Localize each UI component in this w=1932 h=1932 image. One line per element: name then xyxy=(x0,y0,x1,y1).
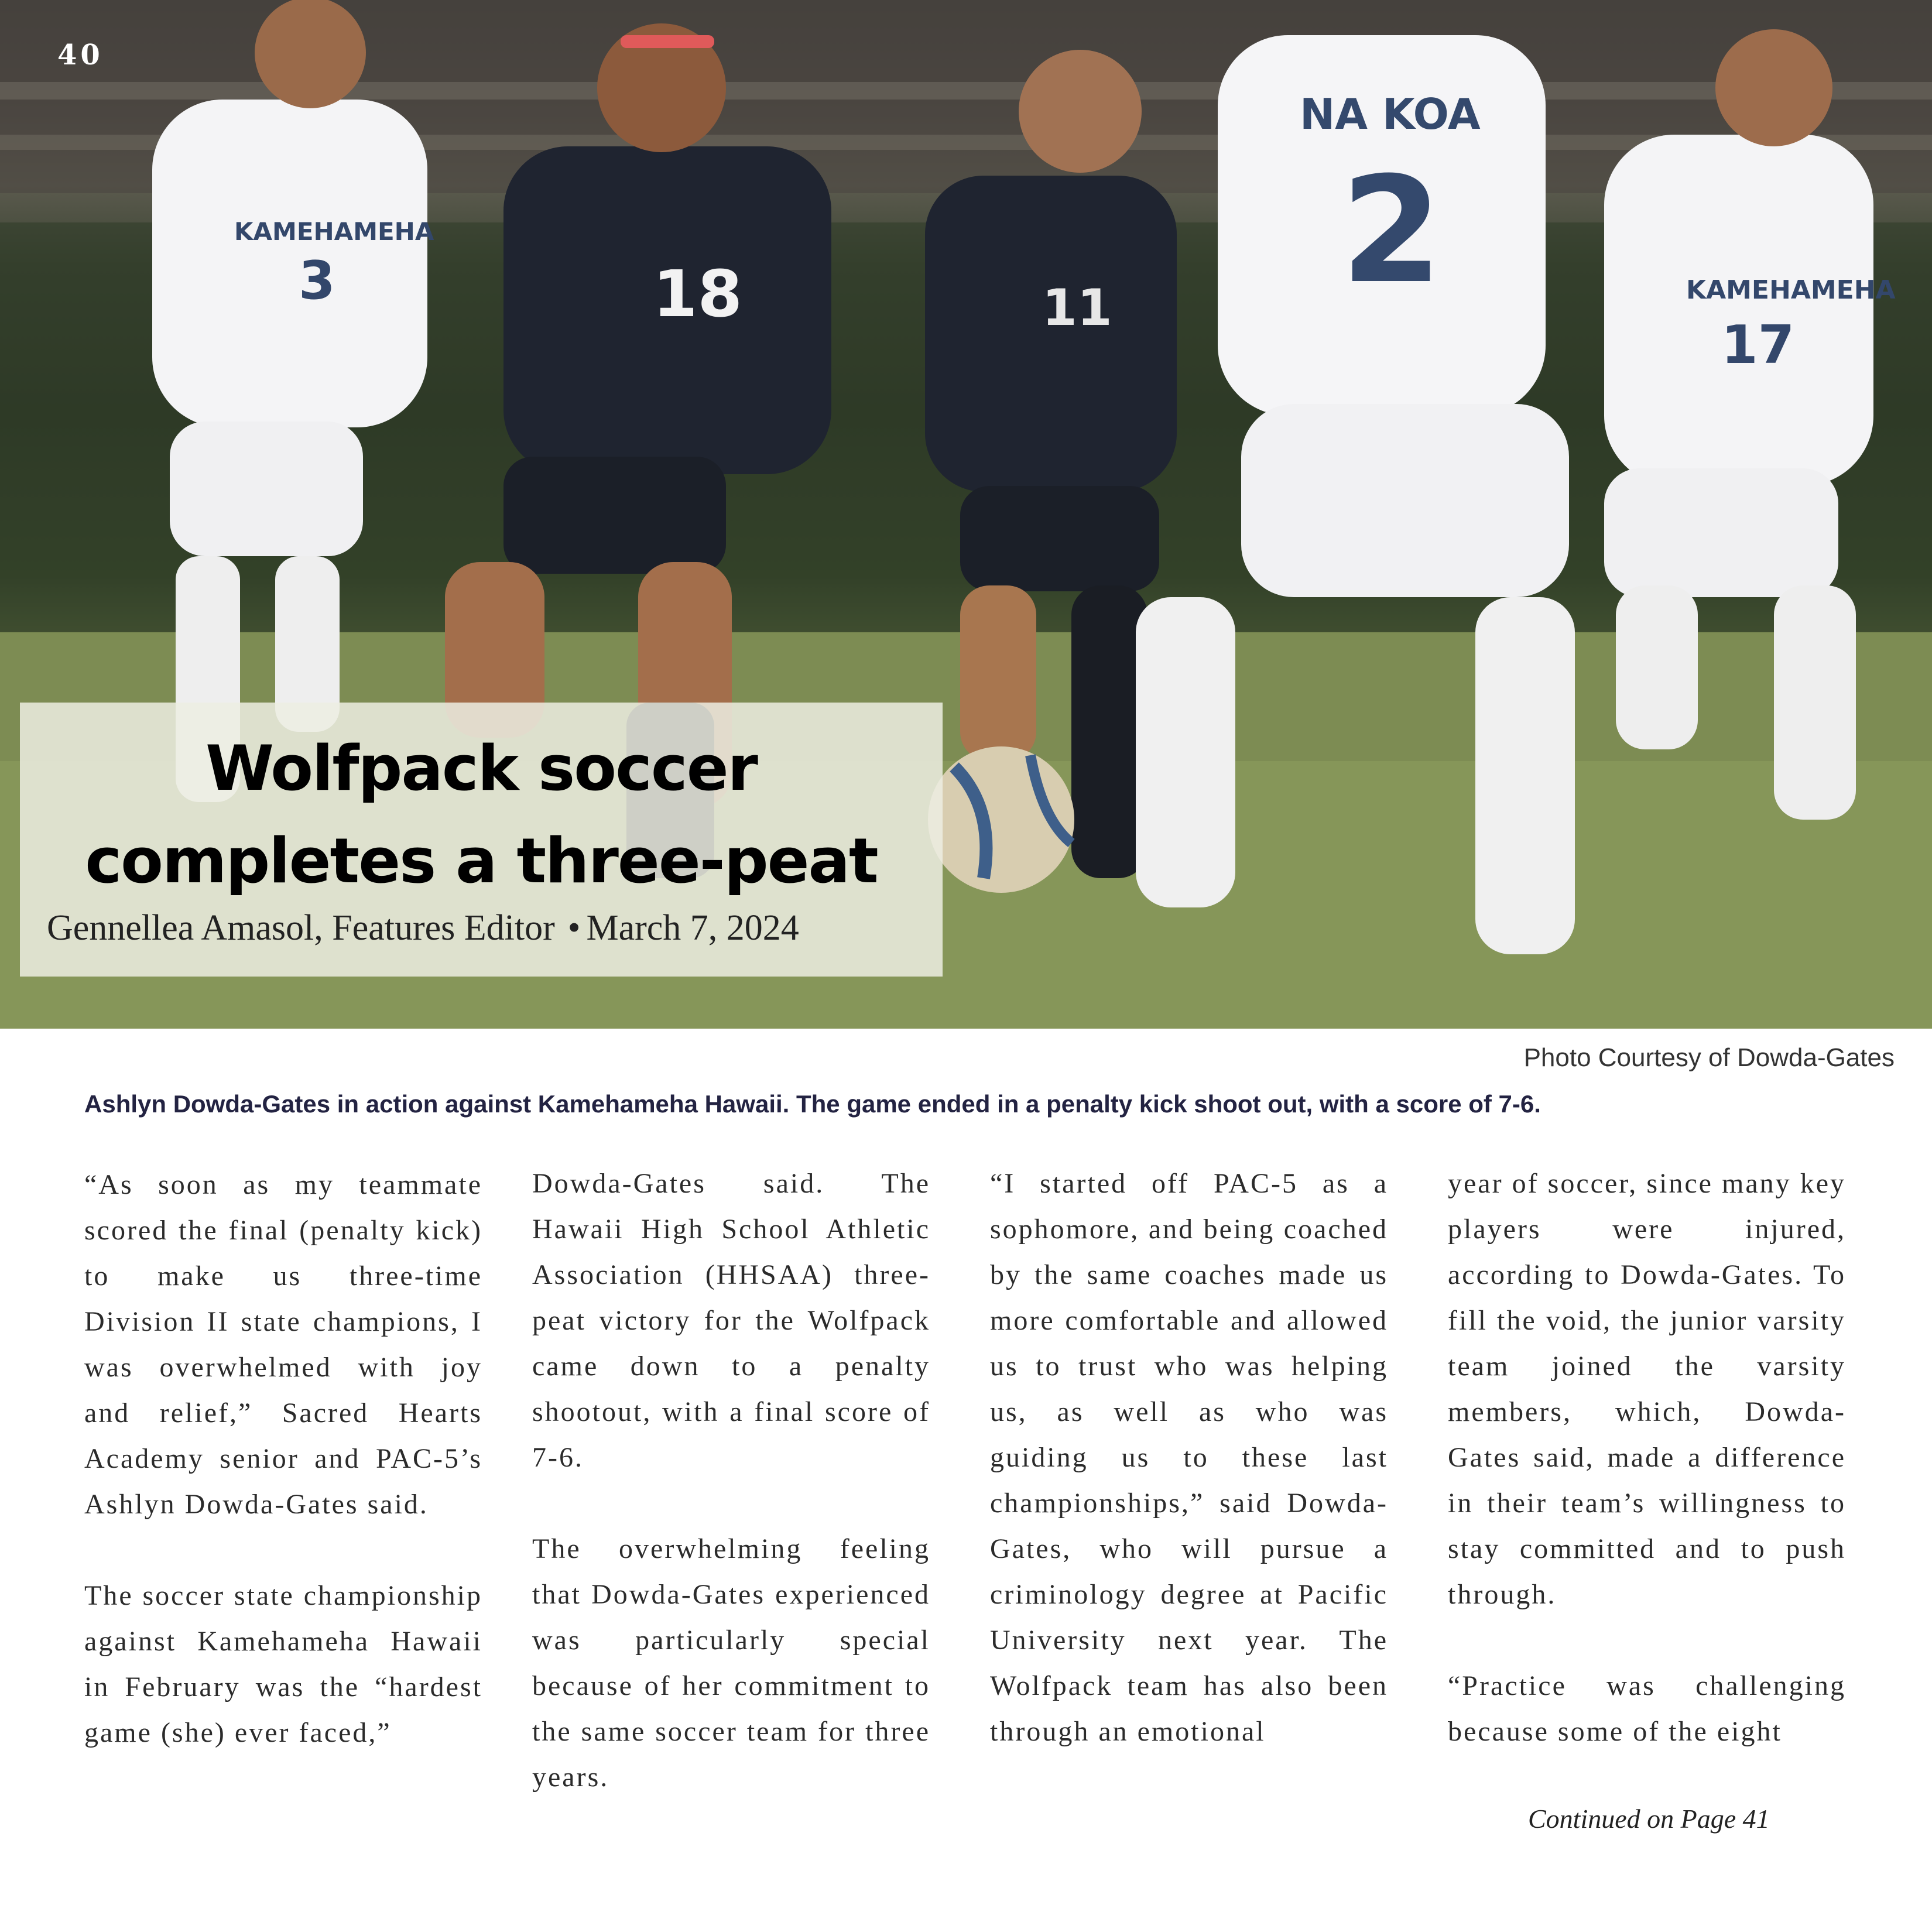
byline-author: Gennellea Amasol, Features Editor xyxy=(47,908,555,948)
jersey-team-text: KAMEHAMEHA xyxy=(234,217,434,246)
article-column-2 xyxy=(532,1161,930,1800)
paragraph: The soccer state championship against Kamehameha Hawaii in February was the “hardest game (she) ever faced,” xyxy=(84,1580,482,1748)
article-column-1 xyxy=(84,1162,482,1756)
jersey-number-text: 18 xyxy=(653,256,743,331)
paragraph: “As soon as my teammate scored the final (penalty kick) to make us three-time Division II state champions, I was overwhelmed with joy and relief,” Sacred Hearts Academy senior and PAC-5’s Ashlyn Dowda-Gates said. xyxy=(84,1169,482,1520)
jersey-team-text: KAMEHAMEHA xyxy=(1686,275,1896,305)
article-column-4 xyxy=(1448,1161,1846,1755)
byline-date: March 7, 2024 xyxy=(586,908,799,948)
jersey-number-text: 11 xyxy=(1042,279,1112,337)
paragraph: “Practice was challenging because some of the eight xyxy=(1448,1670,1846,1747)
jersey-number-text: 2 xyxy=(1341,145,1443,316)
paragraph: The overwhelming feeling that Dowda-Gates experienced was particularly special because of her commitment to the same soccer team for three years. xyxy=(532,1533,930,1793)
photo-caption: Ashlyn Dowda-Gates in action against Kamehameha Hawaii. The game ended in a penalty kick shoot out, with a score of 7-6. xyxy=(84,1090,1541,1118)
soccer-ball xyxy=(928,746,1074,893)
paragraph: year of soccer, since many key players were injured, according to Dowda-Gates. To fill the void, the junior varsity team joined the varsity members, which, Dowda-Gates said, made a difference in their team’s willingness to stay committed and to push through. xyxy=(1448,1168,1846,1610)
jersey-number-text: 17 xyxy=(1721,314,1795,376)
byline xyxy=(47,907,937,949)
article-column-3 xyxy=(990,1161,1388,1755)
photo-credit: Photo Courtesy of Dowda-Gates xyxy=(1523,1043,1895,1072)
paragraph: Dowda-Gates said. The Hawaii High School Athletic Association (HHSAA) three-peat victory for the Wolfpack came down to a penalty shootout, with a final score of 7-6. xyxy=(532,1168,930,1473)
jersey-name-text: NA KOA xyxy=(1300,90,1481,139)
title-box xyxy=(20,703,943,977)
jersey-number-text: 3 xyxy=(299,250,335,311)
article-title-line-2: completes a three-peat xyxy=(85,825,878,897)
paragraph: “I started off PAC-5 as a sophomore, and being coached by the same coaches made us more comfortable and allowed us to trust who was helping us, as well as who was guiding us to these last championships,” said Dowda-Gates, who will pursue a criminology degree at Pacific University next year. The Wolfpack team has also been through an emotional xyxy=(990,1168,1388,1747)
article-title-line-1: Wolfpack soccer xyxy=(205,732,757,804)
byline-separator: • xyxy=(567,908,581,948)
continued-on-link[interactable]: Continued on Page 41 xyxy=(1528,1804,1770,1834)
page-number: 40 xyxy=(57,39,104,71)
